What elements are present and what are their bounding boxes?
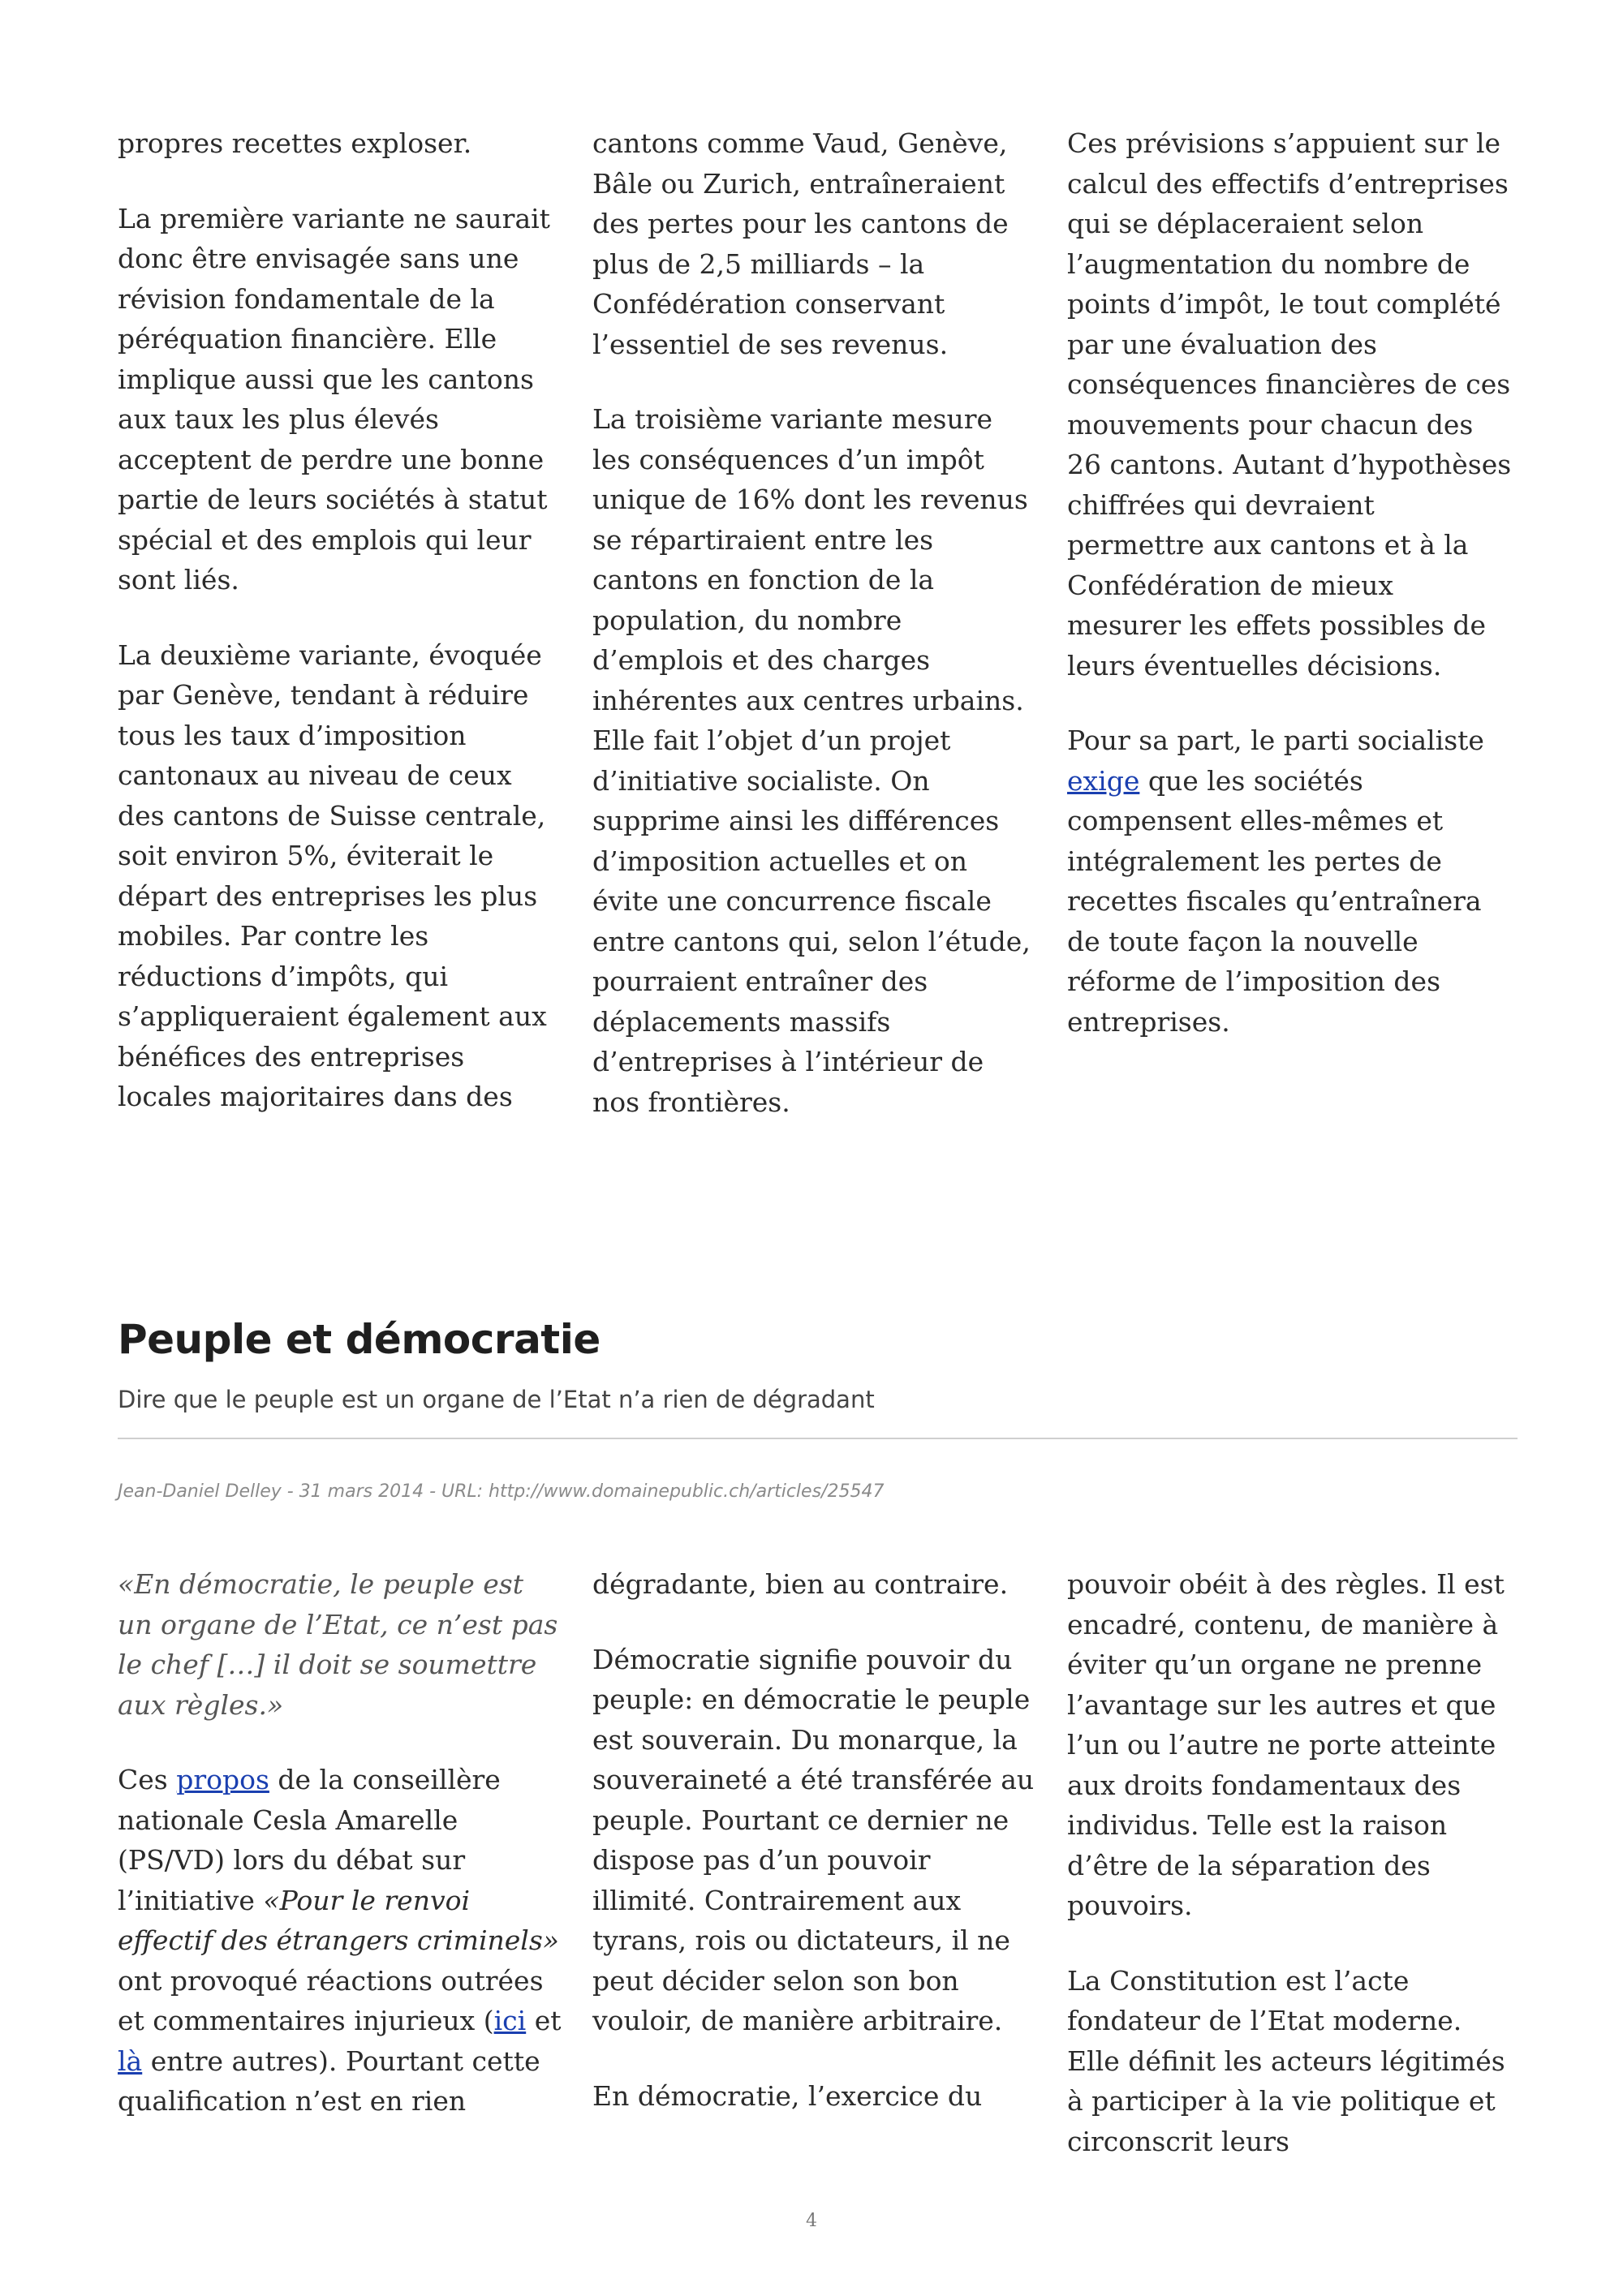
article-columns bbox=[118, 1564, 1513, 2161]
la-link[interactable]: là bbox=[118, 2044, 143, 2077]
paragraph bbox=[118, 1760, 564, 2122]
initiative-title: «Pour le renvoi effectif des étrangers criminels» bbox=[118, 1884, 559, 1956]
ici-link[interactable]: ici bbox=[493, 2005, 527, 2036]
text-run: Pour sa part, le parti socialiste bbox=[1067, 724, 1484, 756]
previous-article-columns bbox=[118, 123, 1513, 1122]
text-run: de la conseillère nationale Cesla Amarelle (PS/VD) lors du débat sur l’initiative bbox=[118, 1764, 501, 1916]
paragraph: La Constitution est l’acte fondateur de l’Etat moderne. Elle définit les acteurs légitimés à participer à la vie politique et circonscrit leurs bbox=[1067, 1964, 1505, 2157]
article-byline: Jean-Daniel Delley - 31 mars 2014 - URL: http://www.domainepublic.ch/articles/25547 bbox=[118, 1481, 885, 1502]
text-run: Ces bbox=[118, 1764, 177, 1795]
paragraph: Démocratie signifie pouvoir du peuple: en démocratie le peuple est souverain. Du monarque, la souveraineté a été transférée au peuple. Pourtant ce dernier ne dispose pas d’un pouvoir illimité. Contrairement aux tyrans, rois ou dictateurs, il ne peut décider selon son bon vouloir, de manière arbitraire. bbox=[592, 1643, 1035, 2036]
paragraph: cantons comme Vaud, Genève, Bâle ou Zurich, entraîneraient des pertes pour les cantons de plus de 2,5 milliards – la Confédération conservant l’essentiel de ses revenus. bbox=[592, 127, 1009, 360]
paragraph: pouvoir obéit à des règles. Il est encadré, contenu, de manière à éviter qu’un organe ne prenne l’avantage sur les autres et que l’un ou l’autre ne porte atteinte aux droits fondamentaux des individus. Telle est la raison d’être de la séparation des pouvoirs. bbox=[1067, 1568, 1505, 1921]
text-run: et bbox=[526, 2005, 562, 2036]
column-2 bbox=[592, 1564, 1039, 2161]
column-1 bbox=[118, 1564, 564, 2161]
text-run: ont provoqué réactions outrées et commentaires injurieux ( bbox=[118, 1964, 544, 2036]
paragraph: La troisième variante mesure les conséquences d’un impôt unique de 16% dont les revenus se répartiraient entre les cantons en fonction de la population, du nombre d’emplois et des charges inhérentes aux centres urbains. Elle fait l’objet d’un projet d’initiative socialiste. On supprime ainsi les différences d’imposition actuelles et on évite une concurrence fiscale entre cantons qui, selon l’étude, pourraient entraîner des déplacements massifs d’entreprises à l’intérieur de nos frontières. bbox=[592, 403, 1031, 1118]
paragraph: La deuxième variante, évoquée par Genève, tendant à réduire tous les taux d’imposition cantonaux au niveau de ceux des cantons de Suisse centrale, soit environ 5%, éviterait le départ des entreprises les plus mobiles. Par contre les réductions d’impôts, qui s’appliqueraient également aux bénéfices des entreprises locales majoritaires dans des bbox=[118, 638, 547, 1112]
column-3 bbox=[1067, 123, 1513, 1122]
article-title: Peuple et démocratie bbox=[118, 1316, 601, 1363]
propos-link[interactable]: propos bbox=[176, 1764, 269, 1795]
divider bbox=[118, 1438, 1518, 1439]
exige-link[interactable]: exige bbox=[1067, 764, 1140, 797]
paragraph bbox=[1067, 720, 1513, 1042]
text-run: que les sociétés compensent elles-mêmes et intégralement les pertes de recettes fiscales qu’entraînera de toute façon la nouvelle réforme de l’imposition des entreprises. bbox=[1067, 764, 1482, 1038]
column-3 bbox=[1067, 1564, 1513, 2161]
paragraph: propres recettes exploser. bbox=[118, 127, 472, 159]
paragraph: Ces prévisions s’appuient sur le calcul des effectifs d’entreprises qui se déplaceraient selon l’augmentation du nombre de points d’impôt, le tout complété par une évaluation des conséquences financières de ces mouvements pour chacun des 26 cantons. Autant d’hypothèses chiffrées qui devraient permettre aux cantons et à la Confédération de mieux mesurer les effets possibles de leurs éventuelles décisions. bbox=[1067, 127, 1512, 681]
page-number: 4 bbox=[806, 2211, 817, 2231]
paragraph: dégradante, bien au contraire. bbox=[592, 1568, 1009, 1600]
column-1 bbox=[118, 123, 564, 1122]
paragraph: En démocratie, l’exercice du bbox=[592, 2079, 983, 2112]
column-2 bbox=[592, 123, 1039, 1122]
paragraph: La première variante ne saurait donc être envisagée sans une révision fondamentale de la péréquation financière. Elle implique aussi que les cantons aux taux les plus élevés acceptent de perdre une bonne partie de leurs sociétés à statut spécial et des emplois qui leur sont liés. bbox=[118, 202, 550, 595]
opening-quote: «En démocratie, le peuple est un organe de l’Etat, ce n’est pas le chef […] il doit se soumettre aux règles.» bbox=[118, 1568, 558, 1721]
article-subtitle: Dire que le peuple est un organe de l’Etat n’a rien de dégradant bbox=[118, 1386, 875, 1413]
text-run: entre autres). Pourtant cette qualification n’est en rien bbox=[118, 2044, 540, 2117]
